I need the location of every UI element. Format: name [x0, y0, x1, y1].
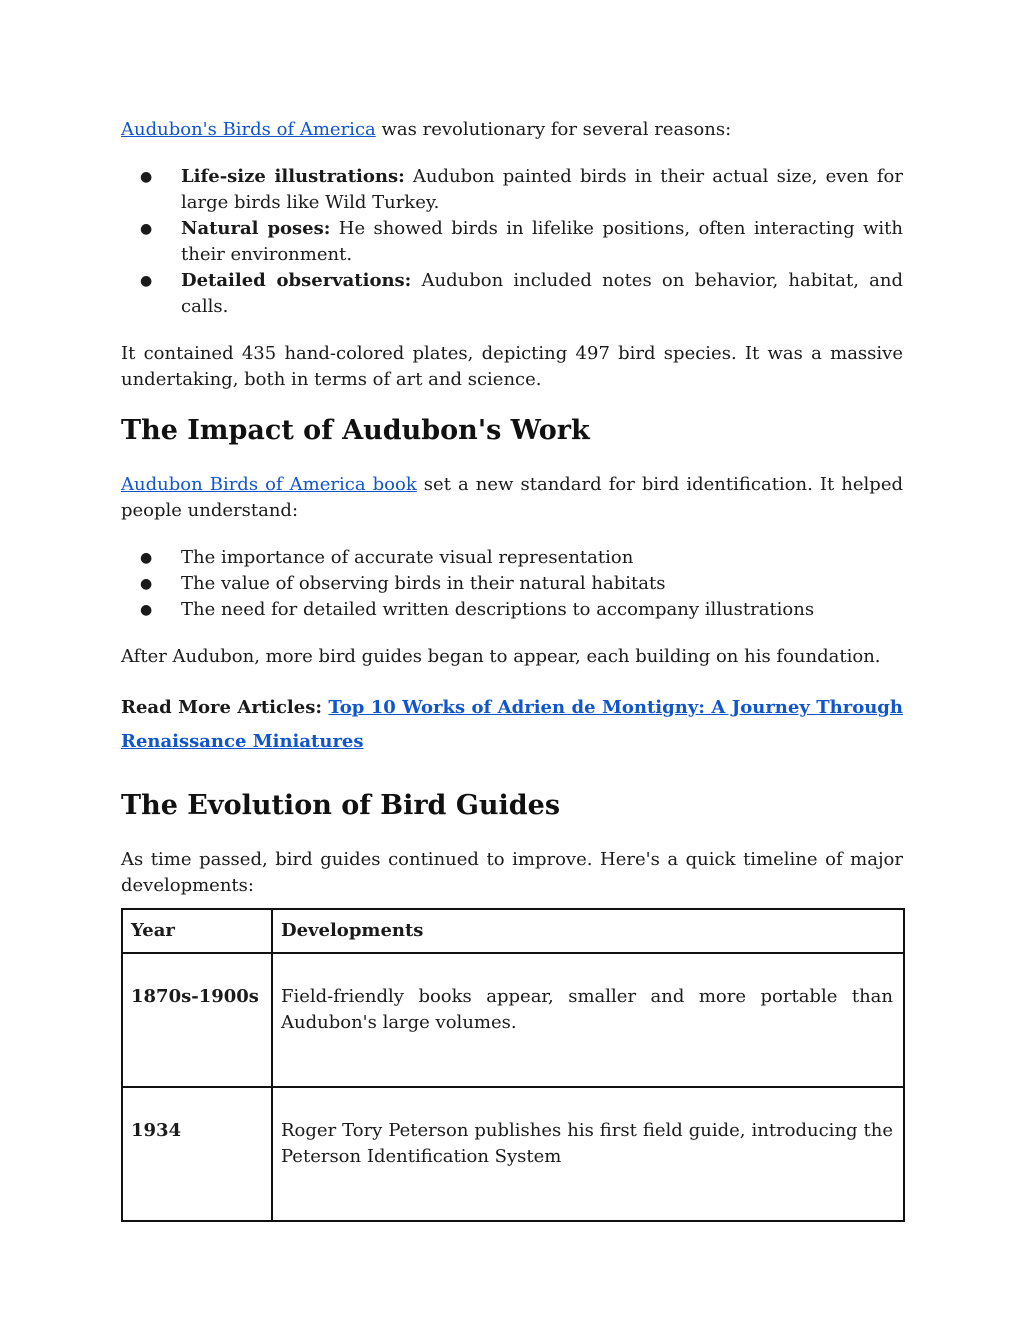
- timeline-table: [121, 908, 905, 1222]
- audubons-birds-of-america-link[interactable]: Audubon's Birds of America: [121, 119, 376, 140]
- list-item: [121, 597, 903, 623]
- reason-title: Detailed observations:: [181, 270, 412, 291]
- bullet-icon: ●: [140, 169, 153, 185]
- intro-paragraph: [121, 117, 903, 143]
- development-cell: Roger Tory Peterson publishes his first field guide, introducing the Peterson Identification System: [272, 1087, 904, 1221]
- bullet-icon: ●: [140, 550, 153, 566]
- year-cell: 1934: [122, 1087, 272, 1221]
- list-item: [121, 164, 903, 216]
- reason-text: He showed birds in lifelike positions, often interacting with their environment.: [181, 218, 903, 265]
- header-year: Year: [122, 909, 272, 953]
- table-row: [122, 1087, 904, 1221]
- read-more-label: Read More Articles:: [121, 697, 322, 718]
- audubon-birds-of-america-book-link[interactable]: Audubon Birds of America book: [121, 474, 417, 495]
- impact-points-list: [121, 545, 903, 623]
- bullet-icon: ●: [140, 273, 153, 289]
- evolution-intro-paragraph: As time passed, bird guides continued to improve. Here's a quick timeline of major developments:: [121, 849, 903, 896]
- bullet-icon: ●: [140, 576, 153, 592]
- reason-title: Natural poses:: [181, 218, 331, 239]
- point-text: The importance of accurate visual representation: [181, 547, 634, 568]
- after-audubon-paragraph: After Audubon, more bird guides began to appear, each building on his foundation.: [121, 646, 881, 667]
- plates-paragraph: It contained 435 hand-colored plates, depicting 497 bird species. It was a massive undertaking, both in terms of art and science.: [121, 343, 903, 390]
- reason-title: Life-size illustrations:: [181, 166, 405, 187]
- point-text: The value of observing birds in their natural habitats: [181, 573, 666, 594]
- reason-text: Audubon painted birds in their actual size, even for large birds like Wild Turkey.: [181, 166, 903, 213]
- evolution-heading: The Evolution of Bird Guides: [121, 790, 561, 821]
- reason-text: Audubon included notes on behavior, habitat, and calls.: [181, 270, 903, 317]
- point-text: The need for detailed written descriptions to accompany illustrations: [181, 599, 815, 620]
- list-item: [121, 268, 903, 320]
- year-cell: 1870s-1900s: [122, 953, 272, 1087]
- development-cell: Field-friendly books appear, smaller and more portable than Audubon's large volumes.: [272, 953, 904, 1087]
- document-body: [121, 117, 903, 899]
- header-developments: Developments: [272, 909, 904, 953]
- table-header-row: [122, 909, 904, 953]
- bullet-icon: ●: [140, 221, 153, 237]
- reasons-list: [121, 164, 903, 320]
- list-item: [121, 216, 903, 268]
- impact-text: set a new standard for bird identification. It helped people understand:: [121, 474, 903, 521]
- read-more-article-link[interactable]: Top 10 Works of Adrien de Montigny: A Journey Through Renaissance Miniatures: [121, 697, 903, 752]
- impact-paragraph: [121, 472, 903, 524]
- intro-text: was revolutionary for several reasons:: [375, 119, 732, 140]
- list-item: [121, 545, 903, 571]
- impact-heading: The Impact of Audubon's Work: [121, 415, 590, 446]
- table-row: [122, 953, 904, 1087]
- list-item: [121, 571, 903, 597]
- read-more-block: [121, 691, 903, 759]
- bullet-icon: ●: [140, 602, 153, 618]
